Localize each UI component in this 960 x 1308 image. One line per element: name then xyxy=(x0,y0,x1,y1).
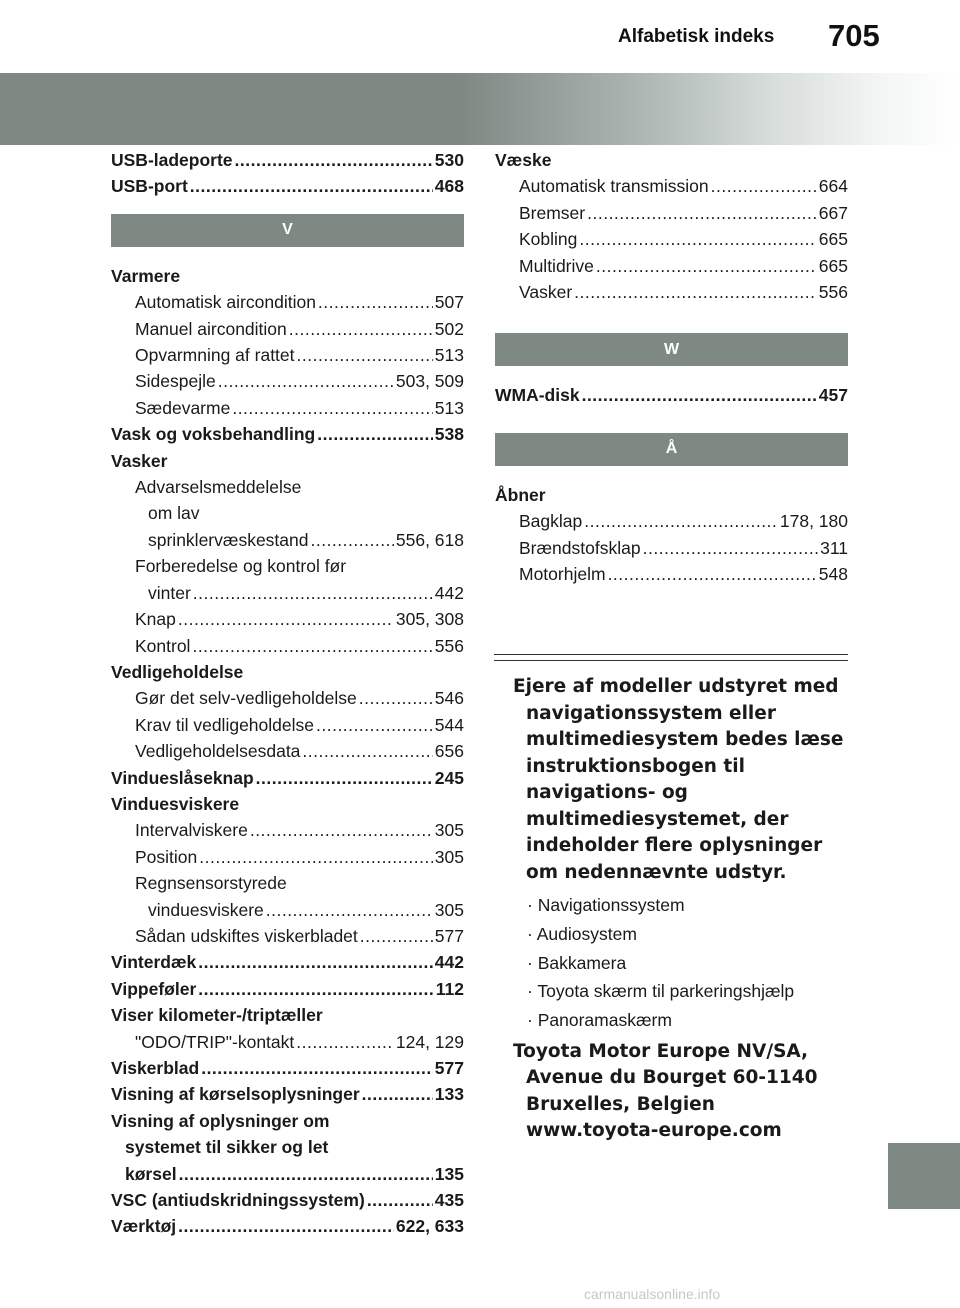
index-heading: Vedligeholdelse xyxy=(111,661,244,682)
list-item: · Bakkamera xyxy=(513,949,848,978)
index-entry: Vinterdæk ..... 442 xyxy=(111,949,464,975)
index-subentry-line: om lav xyxy=(148,503,200,524)
index-entry: Vindueslåseknap ..... 245 xyxy=(111,765,464,791)
index-column-right xyxy=(495,147,848,587)
index-subentry: Vedligeholdelsesdata ..... 656 xyxy=(111,738,464,764)
chapter-tab xyxy=(888,1143,960,1209)
letter-divider-w: W xyxy=(495,333,848,366)
index-subentry: Motorhjelm ..... 548 xyxy=(495,561,848,587)
index-subentry: Knap ..... 305, 308 xyxy=(111,606,464,632)
index-entry: Vippeføler ..... 112 xyxy=(111,976,464,1002)
list-item: · Navigationssystem xyxy=(513,891,848,920)
index-subentry: Gør det selv-vedligeholdelse ..... 546 xyxy=(111,685,464,711)
index-subentry: Sidespejle ..... 503, 509 xyxy=(111,368,464,394)
index-entry: Vask og voksbehandling ..... 538 xyxy=(111,421,464,447)
index-subentry: Bagklap ..... 178, 180 xyxy=(495,508,848,534)
index-entry: Visning af kørselsoplysninger ..... 133 xyxy=(111,1081,464,1107)
index-subentry: Automatisk aircondition ..... 507 xyxy=(111,289,464,315)
note-divider xyxy=(494,654,848,655)
index-heading: Vasker xyxy=(111,450,168,471)
letter-divider-v: V xyxy=(111,214,464,247)
index-subentry-line: Advarselsmeddelelse xyxy=(135,477,302,498)
index-subentry: Brændstofsklap ..... 311 xyxy=(495,535,848,561)
page-header xyxy=(0,0,960,62)
watermark: carmanualsonline.info xyxy=(584,1286,721,1302)
index-column-left xyxy=(111,147,464,1240)
page-number: 705 xyxy=(828,18,880,53)
index-subentry: vinduesviskere ..... 305 xyxy=(111,897,464,923)
header-band xyxy=(0,73,960,145)
index-heading-cont: systemet til sikker og let xyxy=(125,1137,329,1158)
list-item: · Toyota skærm til parkeringshjælp xyxy=(513,977,848,1006)
owner-note xyxy=(513,674,848,1145)
index-heading: Åbner xyxy=(495,484,546,505)
index-subentry: Krav til vedligeholdelse ..... 544 xyxy=(111,712,464,738)
note-divider xyxy=(494,660,848,661)
index-subentry: "ODO/TRIP"-kontakt ..... 124, 129 xyxy=(111,1029,464,1055)
letter-divider-aa: Å xyxy=(495,433,848,466)
index-subentry-line: Regnsensorstyrede xyxy=(135,873,287,894)
index-subentry: Multidrive ..... 665 xyxy=(495,253,848,279)
index-subentry-line: Forberedelse og kontrol før xyxy=(135,556,347,577)
index-entry: WMA-disk ..... 457 xyxy=(495,382,848,408)
index-subentry: Sædevarme ..... 513 xyxy=(111,395,464,421)
index-heading: Visning af oplysninger om xyxy=(111,1110,330,1131)
section-title: Alfabetisk indeks xyxy=(618,26,775,47)
index-heading: Viser kilometer-/triptæller xyxy=(111,1005,323,1026)
index-subentry: Intervalviskere ..... 305 xyxy=(111,817,464,843)
index-entry: USB-ladeporte ..... 530 xyxy=(111,147,464,173)
index-heading: Vinduesviskere xyxy=(111,793,240,814)
index-entry: Værktøj ..... 622, 633 xyxy=(111,1213,464,1239)
index-entry: Viskerblad ..... 577 xyxy=(111,1055,464,1081)
index-subentry: Automatisk transmission ..... 664 xyxy=(495,173,848,199)
index-subentry: Manuel aircondition ..... 502 xyxy=(111,316,464,342)
index-heading: Væske xyxy=(495,150,552,170)
index-subentry: Opvarmning af rattet ..... 513 xyxy=(111,342,464,368)
index-entry: kørsel ..... 135 xyxy=(111,1161,464,1187)
manufacturer-address: Toyota Motor Europe NV/SA, Avenue du Bourget 60-1140 Bruxelles, Belgien www.toyota-europe.com xyxy=(513,1040,818,1142)
index-subentry: Sådan udskiftes viskerbladet ..... 577 xyxy=(111,923,464,949)
list-item: · Audiosystem xyxy=(513,920,848,949)
index-subentry: Position ..... 305 xyxy=(111,844,464,870)
note-equipment-list xyxy=(513,891,848,1035)
index-subentry: Kontrol ..... 556 xyxy=(111,633,464,659)
index-entry: USB-port ..... 468 xyxy=(111,173,464,199)
index-entry: VSC (antiudskridningssystem) ..... 435 xyxy=(111,1187,464,1213)
note-heading: Ejere af modeller udstyret med navigationssystem eller multimediesystem bedes læse instruktionsbogen til navigations- og multimediesystemet, der indeholder flere oplysninger om nedennævnte udstyr. xyxy=(513,676,844,883)
index-subentry: sprinklervæskestand ..... 556, 618 xyxy=(111,527,464,553)
list-item: · Panoramaskærm xyxy=(513,1006,848,1035)
index-subentry: Vasker ..... 556 xyxy=(495,279,848,305)
index-subentry: vinter ..... 442 xyxy=(111,580,464,606)
index-subentry: Bremser ..... 667 xyxy=(495,200,848,226)
index-heading: Varmere xyxy=(111,265,181,286)
index-subentry: Kobling ..... 665 xyxy=(495,226,848,252)
